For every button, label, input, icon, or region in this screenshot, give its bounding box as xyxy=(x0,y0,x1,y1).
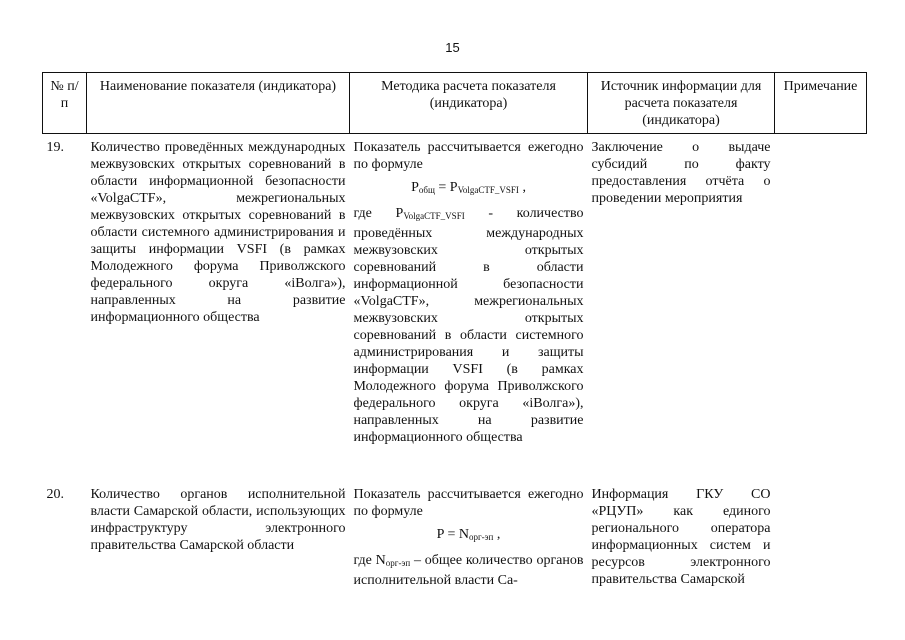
where-symbol: P xyxy=(395,206,404,221)
header-name: Наименование показателя (индикатора) xyxy=(87,73,350,134)
formula-rhs-sub: орг-эп xyxy=(468,532,494,542)
table-row xyxy=(43,446,867,589)
where-text: - количество проведённых международных межвузовских открытых соревнований в области информационной безопасности «VolgaCTF», межрегиональных межвузовских открытых соревнований в области системного администрирования и защиты информации VSFI (в рамках Молодежного форума Приволжского федерального округа «iВолга»), направленных на развитие информационного общества xyxy=(353,206,584,445)
formula xyxy=(354,179,584,199)
formula-eq: = xyxy=(434,180,450,195)
row-number: 19. xyxy=(46,140,64,155)
formula-explanation xyxy=(354,205,584,446)
formula-rhs: P xyxy=(449,180,458,195)
formula xyxy=(354,526,584,546)
formula-lhs-sub: общ xyxy=(418,185,435,195)
indicator-name: Количество проведённых международных межвузовских открытых соревнований в области информационной безопасности «VolgaCTF», межрегиональных межвузовских открытых соревнований в области системного администрирования и защиты информации VSFI (в рамках Молодежного форума Приволжского федерального округа «iВолга»), направленных на развитие информационного общества xyxy=(90,140,346,325)
note-cell xyxy=(775,134,867,447)
formula-tail: , xyxy=(493,527,501,542)
formula-rhs-sub: VolgaCTF_VSFI xyxy=(457,185,519,195)
header-source: Источник информации для расчета показателя (индикатора) xyxy=(588,73,775,134)
method-intro: Показатель рассчитывается ежегодно по формуле xyxy=(353,487,584,519)
calculation-method xyxy=(350,134,588,447)
note-cell xyxy=(775,446,867,589)
page-number: 15 xyxy=(445,40,460,55)
where-symbol-sub: орг-эп xyxy=(385,558,411,568)
indicator-name: Количество органов исполнительной власти Самарской области, использующих инфраструктуру электронного правительства Самарской области xyxy=(90,487,346,553)
formula-lhs: P xyxy=(436,527,444,542)
calculation-method xyxy=(350,446,588,589)
information-source: Информация ГКУ СО «РЦУП» как единого регионального оператора информационных систем и ресурсов электронного правительства Самарской xyxy=(591,487,771,587)
where-symbol-sub: VolgaCTF_VSFI xyxy=(403,211,465,221)
header-num: № п/п xyxy=(43,73,87,134)
where-prefix: где xyxy=(353,206,396,221)
formula-lhs: P xyxy=(411,180,419,195)
where-symbol: N xyxy=(375,553,386,568)
formula-rhs: N xyxy=(458,527,469,542)
header-note: Примечание xyxy=(775,73,867,134)
formula-tail: , xyxy=(518,180,526,195)
table-header-row xyxy=(43,73,867,134)
table-row xyxy=(43,134,867,447)
formula-explanation xyxy=(354,552,584,589)
method-intro: Показатель рассчитывается ежегодно по формуле xyxy=(353,140,584,172)
where-prefix: где xyxy=(353,553,376,568)
indicators-table xyxy=(42,72,867,589)
formula-eq: = xyxy=(443,527,459,542)
header-method: Методика расчета показателя (индикатора) xyxy=(350,73,588,134)
where-text: – общее количество органов исполнительной власти Са- xyxy=(353,553,584,588)
information-source: Заключение о выдаче субсидий по факту предоставления отчёта о проведении мероприятия xyxy=(591,140,771,206)
row-number: 20. xyxy=(46,487,64,502)
